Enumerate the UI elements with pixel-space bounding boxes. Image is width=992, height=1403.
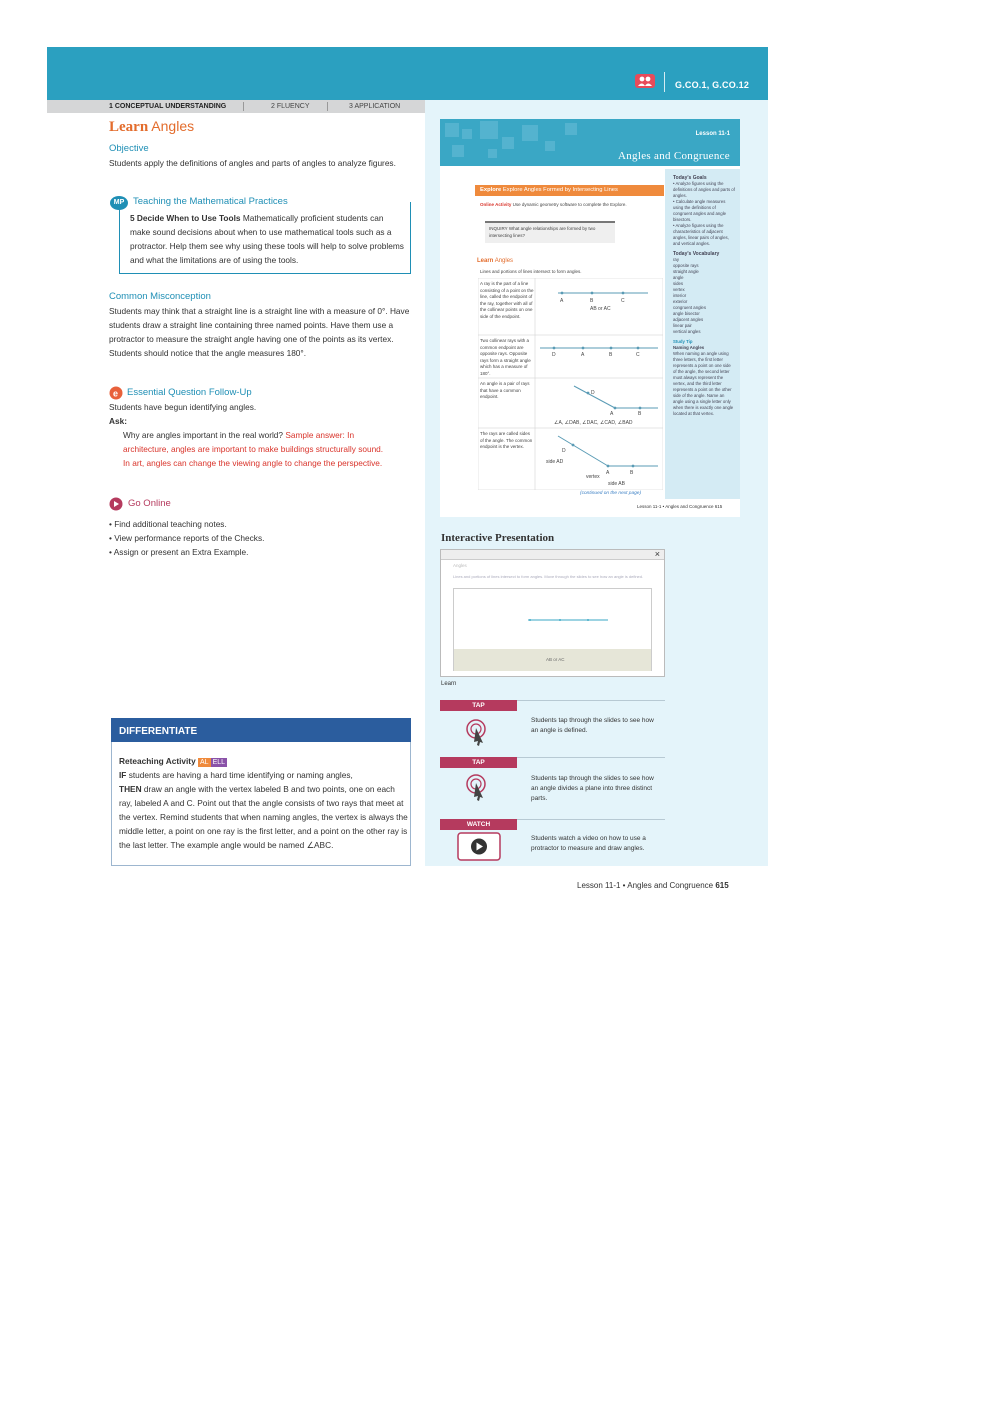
point-label: D — [591, 390, 595, 396]
misconception-heading: Common Misconception — [109, 291, 211, 302]
interactive-preview[interactable]: × Angles Lines and portions of lines intersect to form angles. Move through the slides to see how an angle is defined. AB or AC — [440, 549, 665, 677]
point-label: A — [560, 298, 564, 304]
tab-application[interactable]: 3 APPLICATION — [349, 103, 401, 110]
preview-caption-bar: AB or AC — [454, 649, 651, 671]
go-online-icon — [109, 497, 123, 511]
mp-practice: 5 Decide When to Use Tools — [130, 213, 241, 223]
tab-divider — [327, 102, 328, 111]
misconception-section — [109, 290, 411, 360]
then-text: draw an angle with the vertex labeled B and two points, one on each ray, labeled A and C. Point out that the angle consists of two rays that meet at the vertex. Remind students that when naming angles, the vertex is always the middle letter, a point on one ray is the first letter, and a point on the other ray is the last letter. The example angle would be named ∠ABC. — [119, 784, 408, 850]
preview-titlebar — [441, 550, 664, 560]
online-activity: Online Activity Use dynamic geometry software to complete the Explore. — [480, 202, 627, 207]
differentiate-box: Reteaching Activity AL ELL IF students are having a hard time identifying or naming angles, THEN draw an angle with the vertex labeled B and two points, one on each ray, labeled A and C. Point out that the angle consists of two rays that meet at the vertex. Remind students that when naming angles, the vertex is always the middle letter, a point on one ray is the first letter, and a point on the other ray is the last letter. The example angle would be named ∠ABC. — [111, 742, 411, 866]
eq-answer: Sample answer: In architecture, angles are important to make buildings structurally sound. In art, angles can change the viewing angle to change the perspective. — [123, 430, 384, 468]
activity-text: Students tap through the slides to see how an angle is defined. — [531, 717, 654, 734]
explore-bar: Explore Explore Angles Formed by Intersecting Lines — [475, 185, 664, 196]
continued-note: (continued on the next page) — [580, 491, 642, 496]
activity-text: Students watch a video on how to use a protractor to measure and draw angles. — [531, 835, 646, 852]
point-label: D — [552, 352, 556, 358]
side-label: side AD — [546, 459, 564, 465]
page-number: 615 — [715, 881, 729, 890]
point-label: A — [581, 352, 585, 358]
standards-label: G.CO.1, G.CO.12 — [675, 80, 750, 90]
reteaching-label: Reteaching Activity — [119, 756, 196, 766]
watch-label: WATCH — [440, 819, 517, 830]
point-label: A — [610, 411, 614, 417]
tap-label: TAP — [440, 700, 517, 711]
mp-box — [113, 196, 411, 274]
objective-text: Students apply the definitions of angles and parts of angles to analyze figures. — [109, 158, 396, 168]
list-item[interactable]: • Assign or present an Extra Example. — [109, 547, 249, 557]
vertex-label: vertex — [586, 474, 600, 480]
point-label: B — [638, 411, 642, 417]
play-video-icon — [457, 832, 501, 861]
point-label: C — [636, 352, 640, 358]
tab-divider — [243, 102, 244, 111]
al-badge: AL — [200, 759, 209, 766]
tap-label: TAP — [440, 757, 517, 768]
close-icon[interactable]: × — [654, 549, 660, 559]
eq-heading: Essential Question Follow-Up — [127, 387, 252, 398]
go-online-list — [109, 517, 411, 559]
activity-text: Students tap through the slides to see how an angle divides a plane into three distinct parts. — [531, 775, 654, 802]
slide-learn-heading: Learn Angles — [477, 258, 514, 264]
misconception-text: Students may think that a straight line is a straight line with a measure of 0°. Have students draw a straight line containing three named points. Have them use a protractor to measure the straight angle having one of the points as its vertex. Students should notice that the angle measures 180°. — [109, 306, 410, 358]
page-footer: Lesson 11-1 • Angles and Congruence 615 — [577, 881, 729, 890]
if-text: students are having a hard time identifying or naming angles, — [128, 770, 353, 780]
angle-names: ∠A, ∠DAB, ∠DAC, ∠CAD, ∠BAD — [554, 420, 633, 426]
progression-tabs — [47, 100, 425, 113]
slide-title: Angles and Congruence — [618, 150, 730, 162]
tab-fluency[interactable]: 2 FLUENCY — [271, 103, 310, 110]
ray-notation: AB or AC — [590, 306, 611, 312]
mp-icon: MP — [110, 196, 128, 210]
ell-badge: ELL — [212, 759, 226, 766]
objective-section — [109, 142, 411, 170]
student-page-thumbnail: Lesson 11-1 Angles and Congruence Explore Explore Angles Formed by Intersecting Lines Online Activity Use dynamic geometry software to complete the Explore. INQUIRY What angle relationships are formed by two intersecting lines? Learn Angles Lines and portions of lines intersect to form angles. A B C AB or AC D A B C D A B ∠A, ∠DAB, ∠DAC, ∠CAD, ∠BAD D side AD A B vertex side AB A ray is the part of a line consisting of a point on the line, called the endpoint of the ray, together with all of the collinear points on one side of the endpoint. Two collinear rays with a common endpoint are opposite rays. Opposite rays form a straight angle which has a measure of 180°. An angle is a pair of rays that have a common endpoint. The rays are called sides of the angle. The common endpoint is the vertex. (continued on the next page) Lesson 11-1 • Angles and Congruence 615 Today's Goals • Analyze figures using the definitions of angles and parts of angles. • Calculate angle measures using the definitions of congruent angles and angle bisectors. • Analyze figures using the characteristics of adjacent angles, linear pairs of angles, and vertical angles. Today's Vocabulary ray opposite rays straight angle angle sides vertex interior exterior congruent angles angle bisector adjacent angles linear pair vertical angles Study Tip Naming Angles When naming an angle using three letters, the first letter represents a point on one side of the angle, the second letter must always represent the vertex, and the third letter represents a point on the other side of the angle. Name an angle using a single letter only when there is exactly one angle located at that vertex. — [440, 119, 740, 517]
preview-ray — [524, 615, 614, 625]
people-group-icon — [635, 74, 655, 88]
tap-hand-icon — [458, 717, 496, 747]
point-label: D — [562, 448, 566, 454]
inquiry-box: INQUIRY What angle relationships are formed by two intersecting lines? — [485, 221, 615, 243]
go-online-heading: Go Online — [128, 498, 171, 509]
side-label: side AB — [608, 481, 625, 487]
tab-conceptual[interactable]: 1 CONCEPTUAL UNDERSTANDING — [109, 103, 227, 110]
essential-question-icon — [109, 386, 123, 400]
point-label: B — [590, 298, 594, 304]
page-title: Learn Angles — [109, 118, 195, 135]
differentiate-heading: DIFFERENTIATE — [111, 718, 411, 742]
header-separator — [664, 72, 665, 92]
mp-heading: Teaching the Mathematical Practices — [129, 196, 292, 207]
preview-caption: Learn — [441, 681, 457, 687]
header-bar — [47, 47, 768, 100]
list-item[interactable]: • Find additional teaching notes. — [109, 519, 227, 529]
list-item[interactable]: • View performance reports of the Checks. — [109, 533, 265, 543]
svg-text:e: e — [113, 388, 119, 399]
eq-intro: Students have begun identifying angles. — [109, 402, 257, 412]
eq-section — [109, 386, 411, 470]
tap-hand-icon — [458, 772, 496, 802]
preview-canvas — [453, 588, 652, 671]
point-label: B — [609, 352, 613, 358]
point-label: C — [621, 298, 625, 304]
slide-banner: Lesson 11-1 Angles and Congruence — [440, 119, 740, 166]
go-online-section — [109, 497, 411, 559]
mp-text: Mathematically proficient students can make sound decisions about when to use mathematical tools such as a protractor. Help them see why using these tools will help to solve problems and what the limitations are of using the tools. — [130, 213, 404, 265]
interactive-heading: Interactive Presentation — [441, 532, 555, 544]
point-label: A — [606, 470, 610, 476]
slide-footer: Lesson 11-1 • Angles and Congruence 615 — [637, 504, 723, 509]
point-label: B — [630, 470, 634, 476]
eq-ask: Ask: — [109, 416, 127, 426]
eq-question: Why are angles important in the real world? — [123, 430, 284, 440]
slide-sidebar: Today's Goals • Analyze figures using the definitions of angles and parts of angles. • Calculate angle measures using the definitions of congruent angles and angle bisectors. • Analyze figures using the characteristics of adjacent angles, linear pairs of angles, and vertical angles. Today's Vocabulary ray opposite rays straight angle angle sides vertex interior exterior congruent angles angle bisector adjacent angles linear pair vertical angles Study Tip Naming Angles When naming an angle using three letters, the first letter represents a point on one side of the angle, the second letter must always represent the vertex, and the third letter represents a point on the other side of the angle. Name an angle using a single letter only when there is exactly one angle located at that vertex. — [665, 169, 740, 499]
objective-heading: Objective — [109, 143, 149, 154]
